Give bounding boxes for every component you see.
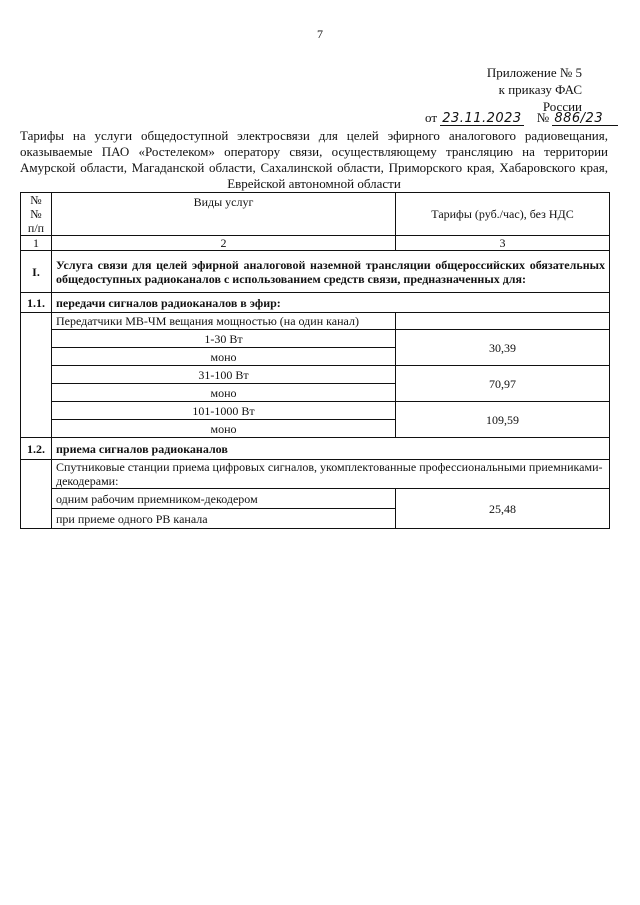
blank-number-cell [21,460,52,529]
channel-row: при приеме одного РВ канала [52,509,396,529]
tariff-value: 109,59 [396,402,610,438]
table-numbering-row [21,236,610,251]
section-title: Услуга связи для целей эфирной аналоговой наземной трансляции общероссийских обязательных общедоступных радиоканалов с использованием средств связи, предназначенных для: [52,251,610,293]
appendix-line: Приложение № 5 [486,65,582,80]
mode: моно [52,384,396,402]
table-row [21,402,610,420]
tariff-value: 70,97 [396,366,610,402]
power-range: 101-1000 Вт [52,402,396,420]
transmitter-subheader: Передатчики МВ-ЧМ вещания мощностью (на один канал) [52,313,396,330]
mode: моно [52,348,396,366]
subsection-title: передачи сигналов радиоканалов в эфир: [52,293,610,313]
numbering-cell: 1 [21,236,52,251]
tariff-table [20,192,610,529]
section-row [21,251,610,293]
order-date: 23.11.2023 [442,111,522,126]
subsection-number: 1.1. [21,293,52,313]
title-line: оказываемые ПАО «Ростелеком» оператору связи, осуществляющему трансляцию на территории [20,144,608,159]
appendix-header [470,64,582,115]
header-services: Виды услуг [52,193,396,236]
title-line: Тарифы на услуги общедоступной электросвязи для целей эфирного аналогового радиовещания, [20,128,608,143]
tariff-value: 25,48 [396,489,610,529]
header-number: №№ п/п [21,193,52,236]
table-row [21,460,610,489]
power-range: 1-30 Вт [52,330,396,348]
subsection-row [21,438,610,460]
appendix-order-line: к приказу ФАС России [498,82,582,114]
section-number: I. [21,251,52,293]
numbering-cell: 3 [396,236,610,251]
header-tariffs: Тарифы (руб./час), без НДС [396,193,610,236]
table-row [21,366,610,384]
power-range: 31-100 Вт [52,366,396,384]
satellite-subheader: Спутниковые станции приема цифровых сигналов, укомплектованные профессиональными приемниками-декодерами: [52,460,610,489]
tariff-value: 30,39 [396,330,610,366]
document-title [20,128,608,192]
subsection-number: 1.2. [21,438,52,460]
page-number: 7 [317,27,323,41]
numbering-cell: 2 [52,236,396,251]
order-number-label: № [536,110,550,125]
subsection-title: приема сигналов радиоканалов [52,438,610,460]
decoder-row: одним рабочим приемником-декодером [52,489,396,509]
table-row [21,330,610,348]
mode: моно [52,420,396,438]
blank-number-cell [21,313,52,438]
table-row [21,313,610,330]
title-line: Еврейской автономной области [227,176,401,191]
title-line: Амурской области, Магаданской области, Сахалинской области, Приморского края, Хабаровского края, [20,160,608,175]
table-row [21,489,610,509]
order-number: 886/23 [552,112,618,126]
order-reference [425,110,618,126]
table-header-row [21,193,610,236]
order-date-prefix: от [425,110,438,125]
subsection-row [21,293,610,313]
blank-tariff-cell [396,313,610,330]
